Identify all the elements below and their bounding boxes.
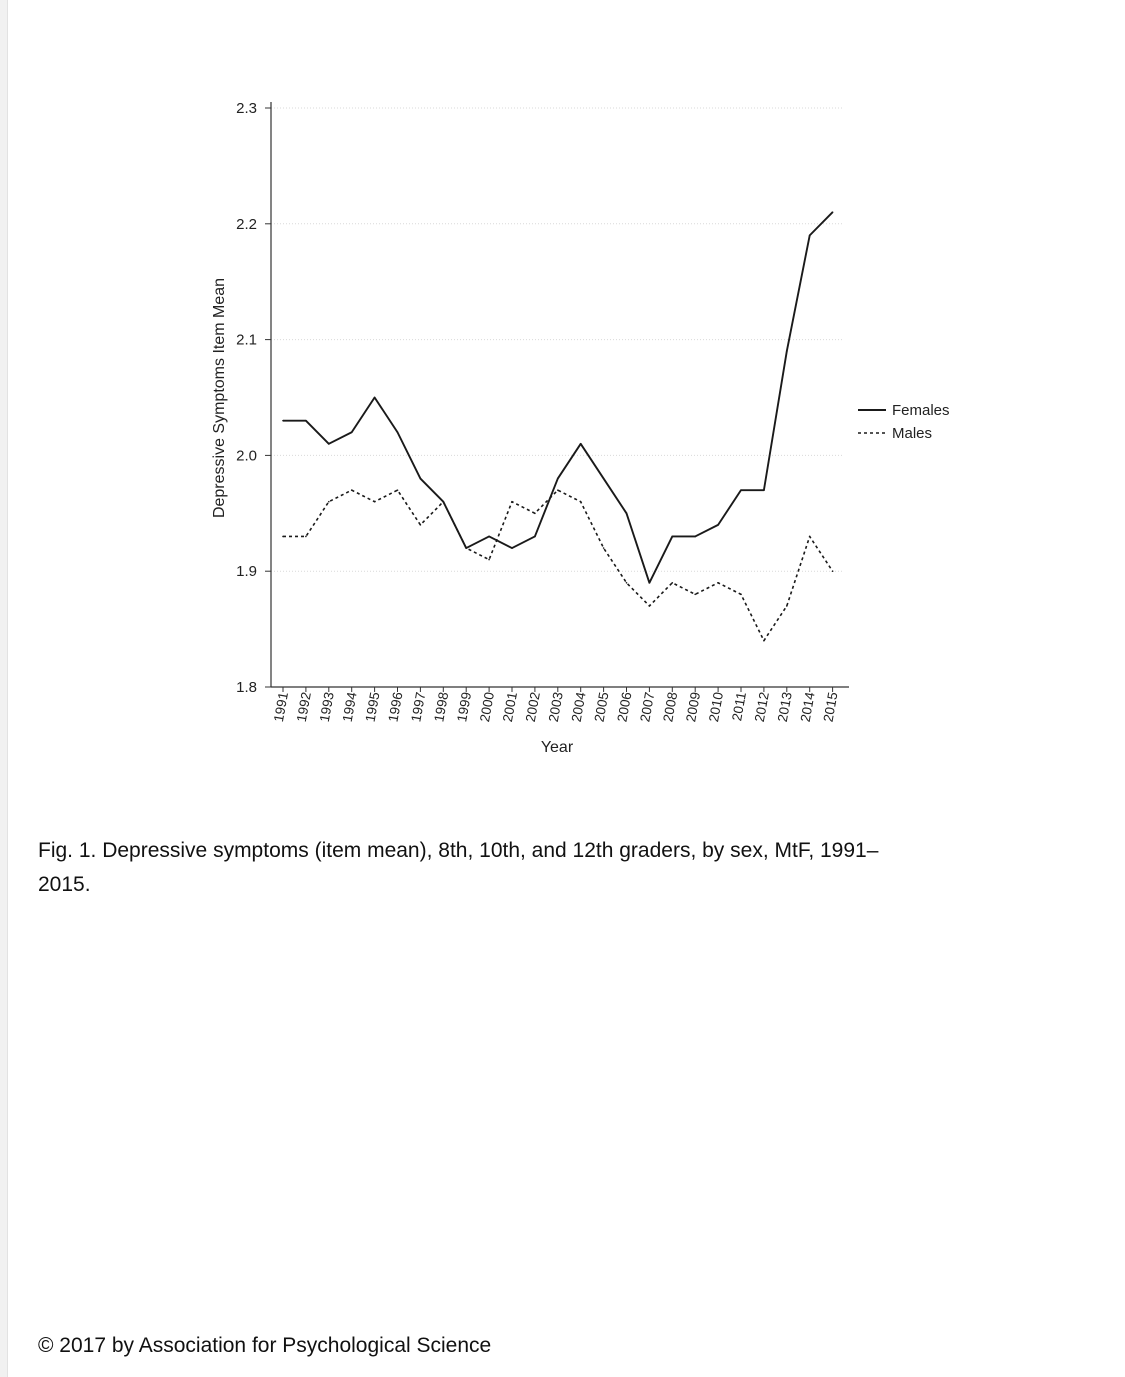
data-point-males <box>626 582 628 584</box>
data-point-females <box>672 536 674 538</box>
x-tick-label: 2015 <box>820 690 841 724</box>
data-point-males <box>580 501 582 503</box>
x-tick-label: 2003 <box>545 690 566 724</box>
data-point-females <box>488 536 490 538</box>
data-point-males <box>809 536 811 538</box>
data-point-males <box>305 536 307 538</box>
data-point-males <box>786 605 788 607</box>
data-point-males <box>740 594 742 596</box>
data-point-females <box>626 513 628 515</box>
x-tick-label: 2013 <box>774 690 795 724</box>
data-point-males <box>488 559 490 561</box>
legend-label-females: Females <box>892 402 950 419</box>
data-point-females <box>282 420 284 422</box>
x-tick-label: 1993 <box>316 690 337 724</box>
x-tick-label: 2002 <box>522 690 543 724</box>
data-point-females <box>420 478 422 480</box>
x-tick-label: 2006 <box>614 690 635 724</box>
x-tick-label: 1997 <box>408 690 429 724</box>
data-point-males <box>603 547 605 549</box>
y-tick-label: 1.8 <box>236 679 257 696</box>
copyright-notice: © 2017 by Association for Psychological Science <box>38 1334 492 1357</box>
x-tick-label: 2010 <box>706 690 727 724</box>
x-tick-label: 1991 <box>270 690 291 724</box>
data-point-males <box>649 605 651 607</box>
data-point-females <box>534 536 536 538</box>
y-tick-label: 2.2 <box>236 215 257 233</box>
x-tick-label: 2014 <box>797 690 818 724</box>
data-point-females <box>809 235 811 237</box>
x-tick-label: 2012 <box>751 690 772 724</box>
x-tick-label: 1996 <box>385 690 406 724</box>
y-tick-label: 2.1 <box>236 331 257 349</box>
data-point-males <box>420 524 422 526</box>
x-axis-label: Year <box>540 739 574 756</box>
data-point-females <box>580 443 582 445</box>
x-tick-label: 1995 <box>362 690 383 724</box>
data-point-males <box>465 547 467 549</box>
data-point-males <box>694 594 696 596</box>
x-tick-label: 1998 <box>431 690 452 724</box>
x-tick-label: 1994 <box>339 690 360 724</box>
data-point-males <box>717 582 719 584</box>
data-point-females <box>717 524 719 526</box>
data-point-females <box>649 582 651 584</box>
x-tick-label: 2001 <box>499 690 520 724</box>
data-point-males <box>443 501 445 503</box>
data-point-females <box>374 397 376 399</box>
data-point-females <box>832 211 834 213</box>
x-tick-label: 1999 <box>454 690 475 724</box>
data-point-males <box>763 640 765 642</box>
data-point-males <box>511 501 513 503</box>
data-point-males <box>328 501 330 503</box>
data-point-females <box>557 478 559 480</box>
x-tick-label: 2000 <box>477 690 498 724</box>
data-point-females <box>694 536 696 538</box>
data-point-females <box>305 420 307 422</box>
x-tick-label: 2004 <box>568 690 589 724</box>
data-point-females <box>328 443 330 445</box>
series-line-females <box>283 212 833 583</box>
data-point-males <box>374 501 376 503</box>
data-point-males <box>557 489 559 491</box>
y-tick-label: 2.0 <box>236 447 257 465</box>
data-point-males <box>351 489 353 491</box>
y-tick-label: 1.9 <box>236 563 257 581</box>
x-tick-label: 2008 <box>660 690 681 724</box>
x-tick-label: 2011 <box>729 690 749 723</box>
figure-caption: Fig. 1. Depressive symptoms (item mean), 8th, 10th, and 12th graders, by sex, MtF, 1991–2015. <box>38 839 879 896</box>
x-tick-label: 2005 <box>591 690 612 724</box>
data-point-males <box>397 489 399 491</box>
data-point-females <box>786 350 788 352</box>
data-point-males <box>672 582 674 584</box>
data-point-females <box>351 431 353 433</box>
x-tick-label: 2007 <box>637 690 658 724</box>
data-point-females <box>740 489 742 491</box>
data-point-females <box>763 489 765 491</box>
data-point-females <box>397 431 399 433</box>
data-point-females <box>603 478 605 480</box>
series-line-males <box>283 490 833 641</box>
data-point-males <box>832 570 834 572</box>
data-point-females <box>511 547 513 549</box>
data-point-males <box>282 536 284 538</box>
legend-label-males: Males <box>892 425 933 442</box>
y-axis-label: Depressive Symptoms Item Mean <box>211 277 228 519</box>
x-tick-label: 2009 <box>683 690 704 724</box>
data-point-males <box>534 513 536 515</box>
x-tick-label: 1992 <box>293 690 314 724</box>
y-tick-label: 2.3 <box>236 100 257 117</box>
